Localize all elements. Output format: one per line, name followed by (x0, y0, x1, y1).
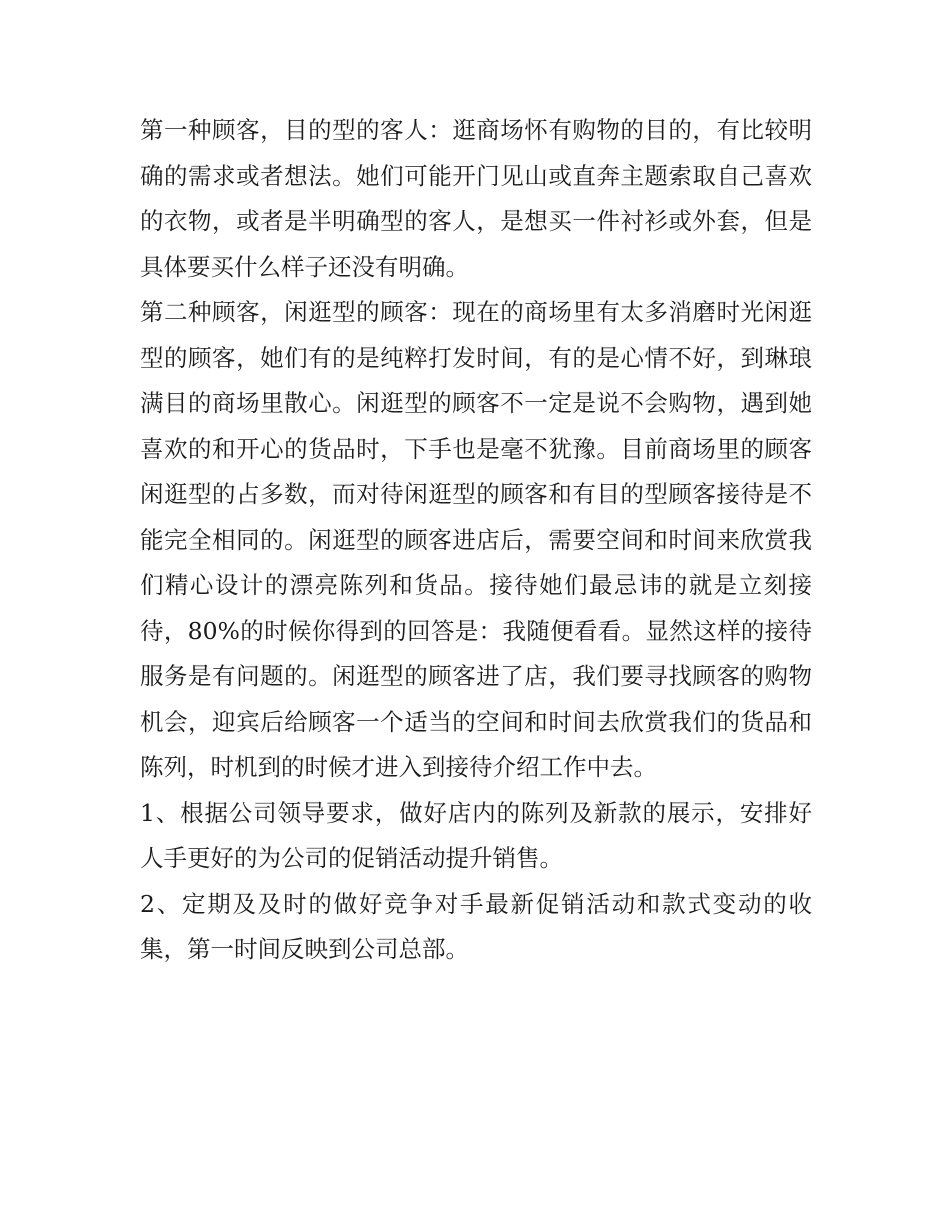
paragraph-purpose-customer: 第一种顾客，目的型的客人：逛商场怀有购物的目的，有比较明确的需求或者想法。她们可能开门见山或直奔主题索取自己喜欢的衣物，或者是半明确型的客人，是想买一件衬衫或外套，但是具体要买什么样子还没有明确。 (140, 116, 812, 281)
paragraph-item-2: 2、定期及及时的做好竞争对手最新促销活动和款式变动的收集，第一时间反映到公司总部。 (140, 889, 812, 963)
paragraph-browsing-customer: 第二种顾客，闲逛型的顾客：现在的商场里有太多消磨时光闲逛型的顾客，她们有的是纯粹打发时间，有的是心情不好，到琳琅满目的商场里散心。闲逛型的顾客不一定是说不会购物，遇到她喜欢的和开心的货品时，下手也是毫不犹豫。目前商场里的顾客闲逛型的占多数，而对待闲逛型的顾客和有目的型顾客接待是不能完全相同的。闲逛型的顾客进店后，需要空间和时间来欣赏我们精心设计的漂亮陈列和货品。接待她们最忌讳的就是立刻接待，80%的时候你得到的回答是：我随便看看。显然这样的接待服务是有问题的。闲逛型的顾客进了店，我们要寻找顾客的购物机会，迎宾后给顾客一个适当的空间和时间去欣赏我们的货品和陈列，时机到的时候才进入到接待介绍工作中去。 (140, 298, 812, 781)
paragraph-item-1: 1、根据公司领导要求，做好店内的陈列及新款的展示，安排好人手更好的为公司的促销活动提升销售。 (140, 798, 812, 872)
document-body (140, 108, 812, 973)
